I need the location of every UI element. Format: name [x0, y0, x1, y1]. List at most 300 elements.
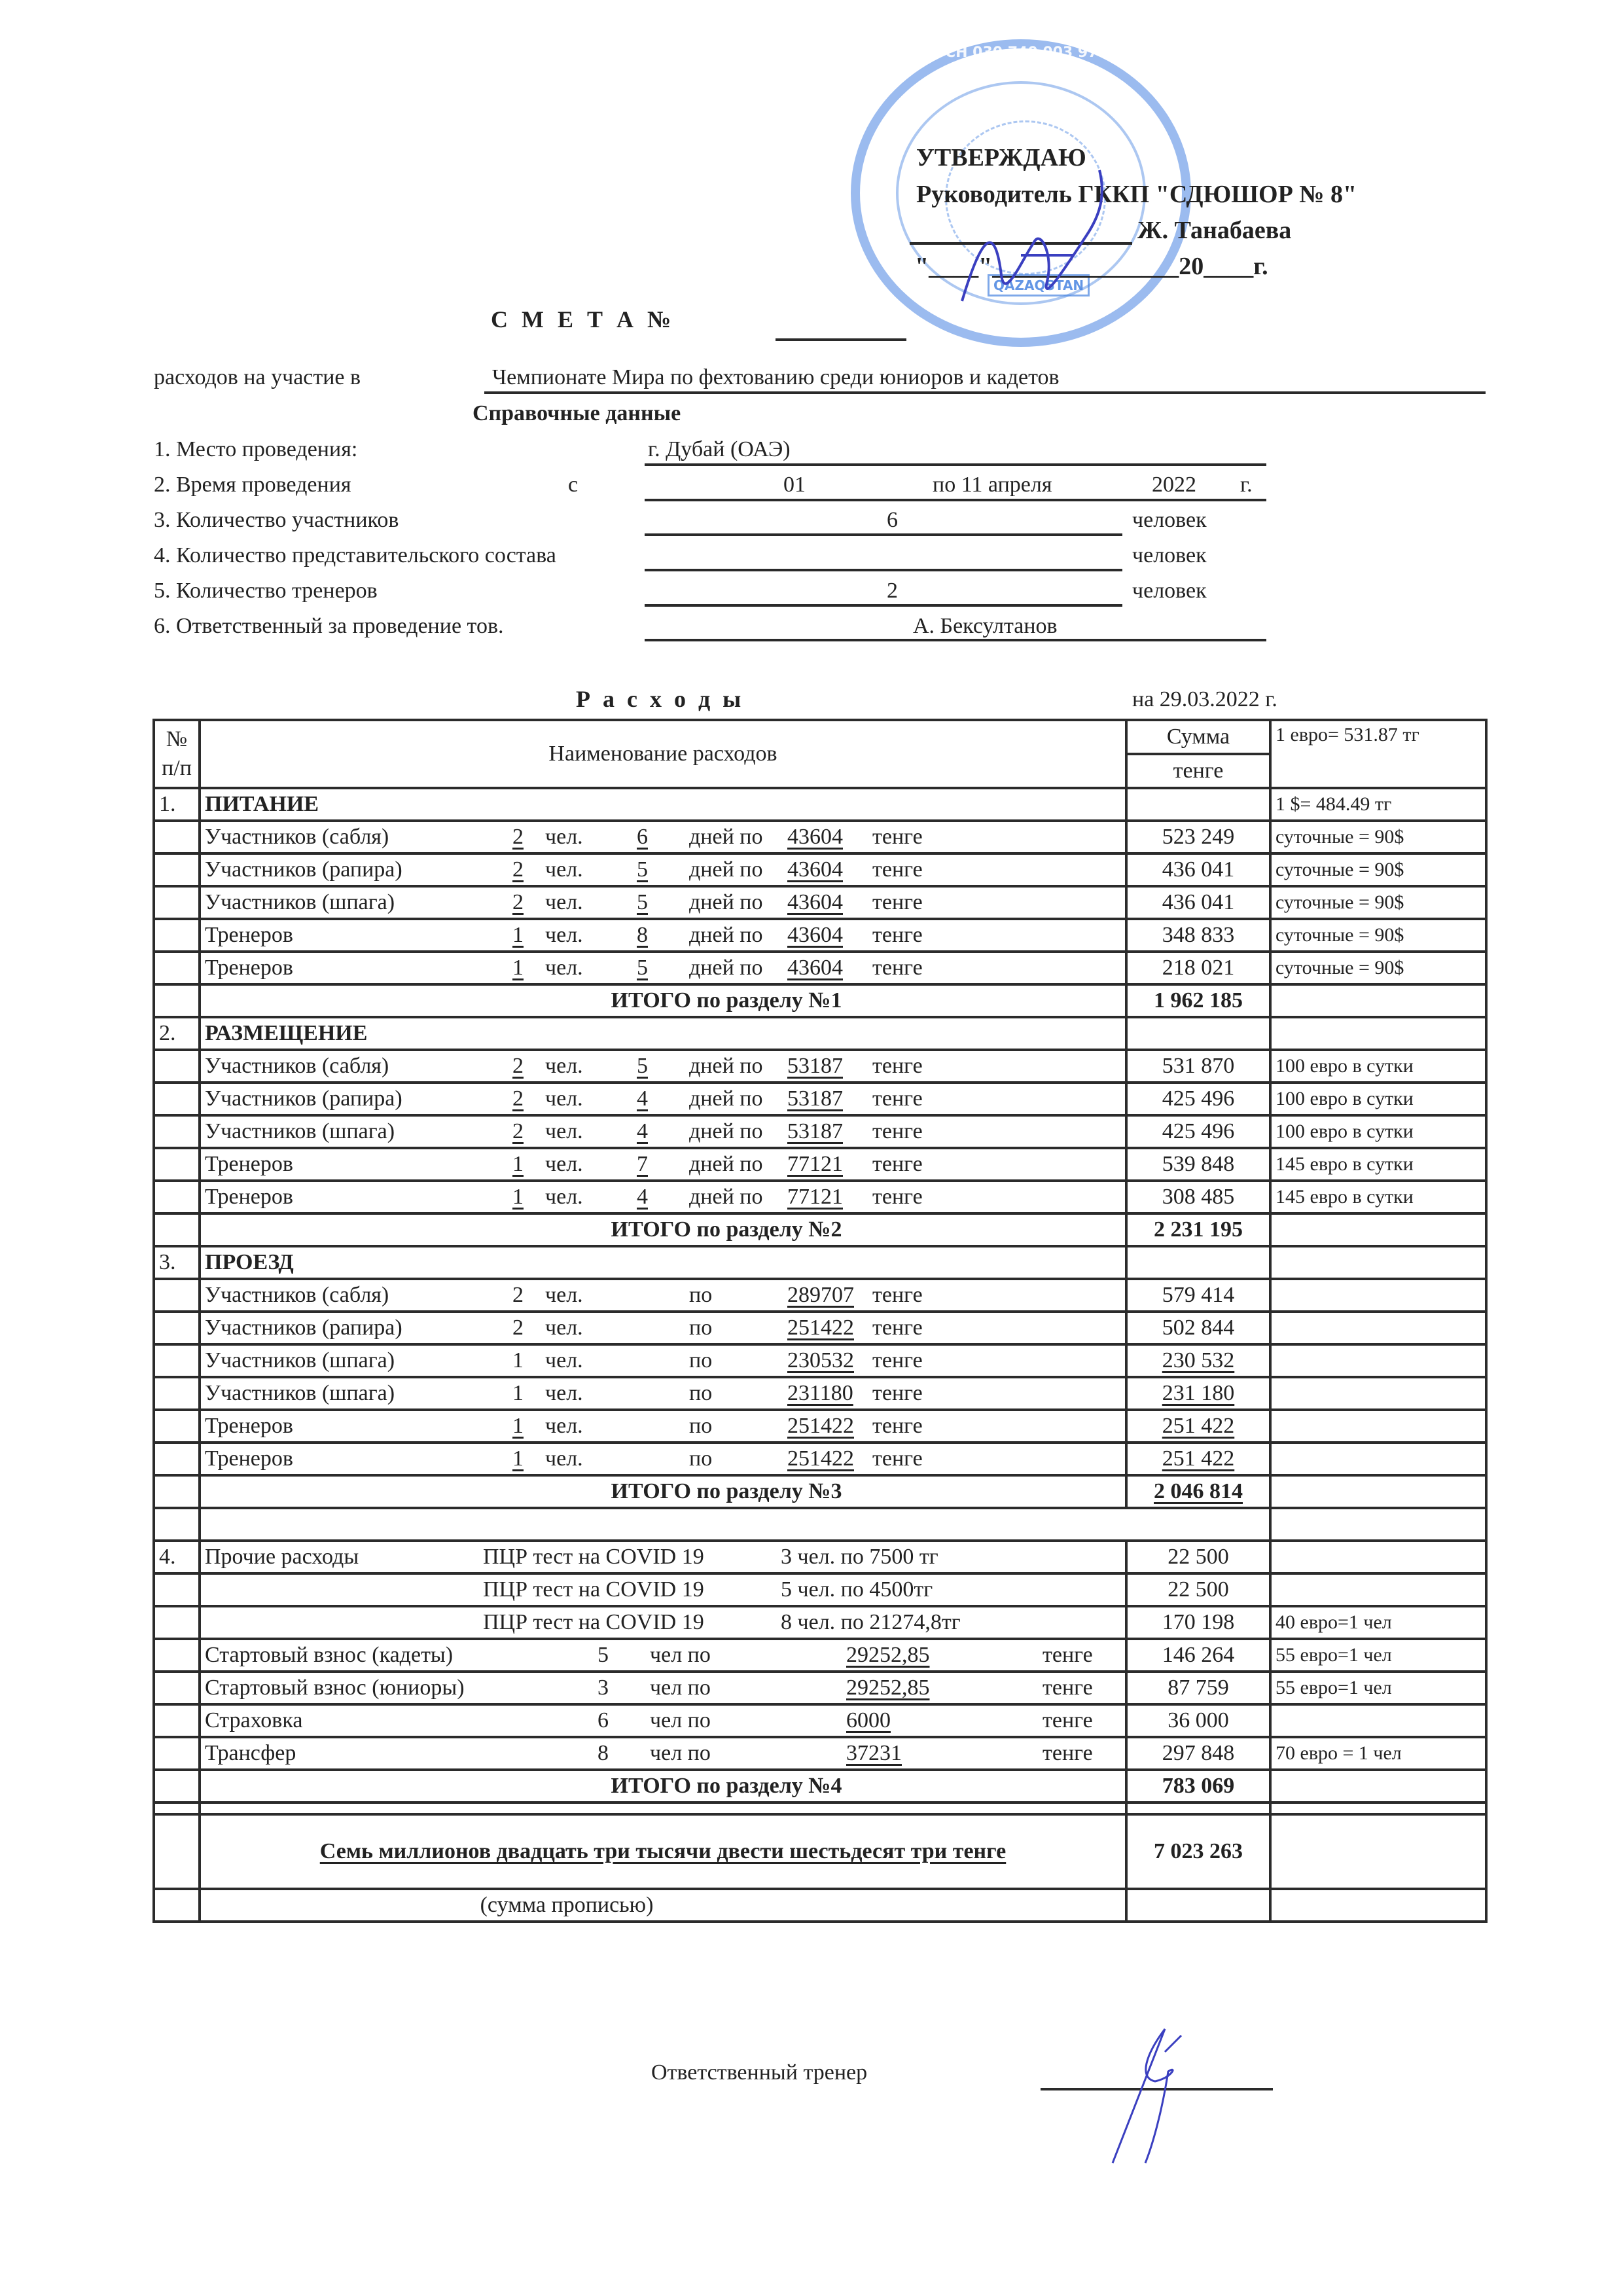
currency: тенге — [872, 1185, 923, 1209]
expense-name-cell — [200, 1541, 1126, 1573]
table-row — [154, 1181, 1486, 1213]
expense-name-cell — [200, 1606, 1126, 1639]
expense-name-cell — [200, 821, 1126, 853]
expense-name: Участников (шпага) — [205, 890, 395, 914]
table-row — [154, 1541, 1486, 1573]
empty-cell — [154, 1083, 200, 1115]
empty-cell — [154, 1672, 200, 1704]
days-label: дней по — [689, 1152, 763, 1176]
quantity: 2 — [512, 1086, 524, 1111]
currency: тенге — [872, 1348, 923, 1372]
expense-sum: 531 870 — [1162, 1054, 1235, 1078]
expense-line — [205, 890, 1121, 915]
unit-label: чел. — [545, 1316, 583, 1340]
rate: 37231 — [846, 1741, 902, 1765]
days-label: по — [689, 1316, 713, 1340]
empty-cell — [1270, 1475, 1486, 1508]
unit-label: чел. — [545, 1119, 583, 1143]
days-label: дней по — [689, 1185, 763, 1209]
rate: 251422 — [787, 1316, 854, 1340]
time-year: 2022 — [1152, 473, 1196, 497]
quantity: 1 — [512, 1185, 524, 1209]
delegation-underline — [645, 569, 1122, 571]
empty-cell — [1270, 1213, 1486, 1246]
expense-note — [1270, 1377, 1486, 1410]
unit-label: чел. — [545, 857, 583, 882]
days-label: дней по — [689, 890, 763, 914]
days-label: дней по — [689, 1119, 763, 1143]
coaches-label: 5. Количество тренеров — [154, 579, 378, 603]
stamp-country-label: QAZAQSTAN — [988, 274, 1090, 296]
expense-note: 145 евро в сутки — [1270, 1148, 1486, 1181]
empty-cell — [154, 1181, 200, 1213]
stamp-ring-text: БСН 030 740 003 976 — [934, 45, 1108, 61]
expense-note: 40 евро=1 чел — [1270, 1606, 1486, 1639]
empty-cell — [154, 1508, 200, 1541]
rate: 53187 — [787, 1119, 843, 1143]
expense-note: 145 евро в сутки — [1270, 1181, 1486, 1213]
expense-name: Стартовый взнос (кадеты) — [205, 1643, 454, 1667]
table-row — [154, 1639, 1486, 1672]
expense-line — [205, 1414, 1121, 1439]
expense-line — [205, 1054, 1121, 1079]
currency: тенге — [1043, 1741, 1093, 1765]
expense-sum: 539 848 — [1162, 1152, 1235, 1176]
empty-cell — [154, 1344, 200, 1377]
expense-name: Тренеров — [205, 1185, 293, 1209]
currency: тенге — [872, 857, 923, 882]
days-label: дней по — [689, 923, 763, 947]
expense-name-cell — [200, 1377, 1126, 1410]
unit-label: чел. — [545, 923, 583, 947]
section-num: 4. — [154, 1541, 200, 1573]
section-total-label: ИТОГО по разделу №3 — [200, 1475, 1126, 1508]
table-row — [154, 1672, 1486, 1704]
days-label: дней по — [689, 1086, 763, 1111]
approval-position: Руководитель ГККП "СДЮШОР № 8" — [916, 181, 1357, 208]
expense-line — [205, 1185, 1121, 1210]
rate: 77121 — [787, 1185, 843, 1209]
days-label: по — [689, 1381, 713, 1405]
table-row — [154, 1410, 1486, 1443]
rate: 230532 — [787, 1348, 854, 1372]
rate: 77121 — [787, 1152, 843, 1176]
rate: 231180 — [787, 1381, 853, 1405]
section-total-value: 2 046 814 — [1154, 1479, 1243, 1503]
days: 5 — [637, 890, 648, 914]
empty-cell — [154, 1770, 200, 1803]
expense-line — [205, 1086, 1121, 1111]
expense-name-cell — [200, 853, 1126, 886]
expense-name: Тренеров — [205, 1152, 293, 1176]
section-total-row — [154, 1475, 1486, 1508]
expense-note: 100 евро в сутки — [1270, 1083, 1486, 1115]
expense-detail: 8 чел. по 21274,8тг — [781, 1610, 961, 1634]
section-num: 3. — [154, 1246, 200, 1279]
expense-sum-cell — [1126, 1181, 1270, 1213]
expense-sum: 297 848 — [1126, 1737, 1270, 1770]
rate: 43604 — [787, 890, 843, 914]
section-row — [154, 788, 1486, 821]
section-num — [154, 1606, 200, 1639]
expense-sum: 230 532 — [1162, 1348, 1235, 1372]
empty-cell — [1270, 1017, 1486, 1050]
section-title: ПРОЕЗД — [200, 1246, 1126, 1279]
empty-cell — [154, 1312, 200, 1344]
reference-title: Справочные данные — [473, 401, 681, 425]
expense-name: ПЦР тест на COVID 19 — [483, 1577, 704, 1602]
estimate-title: С М Е Т А № — [491, 306, 675, 332]
expense-sum: 231 180 — [1162, 1381, 1235, 1405]
section-total-value: 1 962 185 — [1126, 984, 1270, 1017]
empty-cell — [154, 952, 200, 984]
responsible-underline — [645, 639, 1266, 641]
time-underline — [645, 499, 1266, 501]
unit-label: чел. — [545, 1348, 583, 1372]
section-total-row — [154, 1770, 1486, 1803]
expense-note — [1270, 1573, 1486, 1606]
days-label: дней по — [689, 825, 763, 849]
currency: тенге — [872, 1086, 923, 1111]
expense-sum-cell — [1126, 952, 1270, 984]
expense-sum-cell — [1126, 821, 1270, 853]
expense-detail: 5 чел. по 4500тг — [781, 1577, 933, 1602]
table-row — [154, 1443, 1486, 1475]
expense-sum-cell — [1126, 1312, 1270, 1344]
section-total-label: ИТОГО по разделу №1 — [200, 984, 1126, 1017]
days: 4 — [637, 1185, 648, 1209]
expense-sum-cell — [1126, 1050, 1270, 1083]
rate: 251422 — [787, 1414, 854, 1438]
expense-line — [205, 923, 1121, 948]
empty-cell — [1270, 1770, 1486, 1803]
expense-line — [205, 1119, 1121, 1144]
expense-sum: 22 500 — [1126, 1541, 1270, 1573]
empty-cell — [1270, 1803, 1486, 1814]
expense-name: Страховка — [205, 1708, 303, 1732]
expense-name: Участников (рапира) — [205, 1316, 402, 1340]
expense-line — [205, 1610, 1121, 1635]
days-label: по — [689, 1283, 713, 1307]
expense-note: 55 евро=1 чел — [1270, 1672, 1486, 1704]
expense-name-cell — [200, 1050, 1126, 1083]
empty-cell — [154, 1279, 200, 1312]
expense-note: суточные = 90$ — [1270, 821, 1486, 853]
grand-total-words: Семь миллионов двадцать три тысячи двести шестьдесят три тенге — [319, 1839, 1007, 1863]
empty-cell — [154, 1115, 200, 1148]
expenses-table — [152, 719, 1488, 1923]
rate: 29252,85 — [846, 1643, 930, 1667]
col-num-sublabel: п/п — [162, 756, 192, 780]
expense-sum-cell — [1126, 919, 1270, 952]
section-title: РАЗМЕЩЕНИЕ — [200, 1017, 1126, 1050]
empty-cell — [154, 1889, 200, 1922]
expenses-title: Р а с х о д ы — [576, 686, 745, 712]
approval-title: УТВЕРЖДАЮ — [916, 144, 1086, 171]
expense-note: 55 евро=1 чел — [1270, 1639, 1486, 1672]
expense-sum-cell — [1126, 1115, 1270, 1148]
days: 4 — [637, 1086, 648, 1111]
delegation-label: 4. Количество представительского состава — [154, 543, 556, 567]
quantity: 2 — [512, 857, 524, 882]
expense-sum: 425 496 — [1162, 1086, 1235, 1111]
expense-name-cell — [200, 1148, 1126, 1181]
expense-line — [205, 1741, 1121, 1766]
expense-line — [205, 1152, 1121, 1177]
table-row — [154, 1050, 1486, 1083]
expense-name-cell — [200, 1181, 1126, 1213]
delegation-unit: человек — [1132, 543, 1207, 567]
empty-cell — [200, 1508, 1270, 1541]
empty-cell — [154, 1814, 200, 1889]
table-row — [154, 919, 1486, 952]
responsible-value: А. Бексултанов — [913, 614, 1058, 638]
expense-sum-cell — [1126, 886, 1270, 919]
section-4-rows — [154, 1639, 1486, 1770]
expense-line — [205, 1676, 1121, 1700]
currency: тенге — [872, 923, 923, 947]
rate: 29252,85 — [846, 1676, 930, 1700]
quantity: 1 — [512, 1381, 524, 1405]
days-label: по — [689, 1348, 713, 1372]
expense-name: ПЦР тест на COVID 19 — [483, 1610, 704, 1634]
expense-detail: 3 чел. по 7500 тг — [781, 1545, 938, 1569]
words-caption-row — [154, 1889, 1486, 1922]
col-sum-subheader: тенге — [1126, 754, 1270, 788]
expense-sum: 251 422 — [1162, 1414, 1235, 1438]
coaches-value: 2 — [887, 579, 898, 603]
table-row — [154, 1573, 1486, 1606]
expense-name-cell — [200, 886, 1126, 919]
expense-sum: 170 198 — [1126, 1606, 1270, 1639]
time-to: по 11 апреля — [933, 473, 1052, 497]
expense-name-cell — [200, 1573, 1126, 1606]
expense-note — [1270, 1279, 1486, 1312]
expense-sum: 36 000 — [1126, 1704, 1270, 1737]
expense-line — [205, 1381, 1121, 1406]
time-from: 01 — [783, 473, 806, 497]
time-year-suffix: г. — [1240, 473, 1253, 497]
expenses-as-of-date: на 29.03.2022 г. — [1132, 687, 1277, 711]
unit-label: чел. — [545, 1185, 583, 1209]
empty-cell — [1270, 1508, 1486, 1541]
unit-label: чел. — [545, 825, 583, 849]
expense-name: Участников (рапира) — [205, 1086, 402, 1111]
expense-line — [205, 956, 1121, 980]
euro-rate: 1 евро= 531.87 тг — [1270, 720, 1486, 788]
expense-name: Участников (сабля) — [205, 1283, 389, 1307]
section-4-pcr-rows — [154, 1541, 1486, 1639]
expense-sum: 502 844 — [1162, 1316, 1235, 1340]
section-total-row — [154, 984, 1486, 1017]
days-label: дней по — [689, 857, 763, 882]
purpose-label: расходов на участие в — [154, 365, 361, 389]
rate: 43604 — [787, 857, 843, 882]
expense-line — [205, 857, 1121, 882]
expense-sum-cell — [1126, 1279, 1270, 1312]
grand-total-value: 7 023 263 — [1126, 1814, 1270, 1889]
expense-name: Участников (рапира) — [205, 857, 402, 882]
empty-cell — [154, 1410, 200, 1443]
currency: тенге — [872, 1054, 923, 1078]
section-row — [154, 1246, 1486, 1279]
currency: тенге — [872, 1316, 923, 1340]
currency: тенге — [872, 1446, 923, 1471]
expense-name: Тренеров — [205, 1446, 293, 1471]
table-row — [154, 952, 1486, 984]
expense-line — [205, 1316, 1121, 1340]
expense-name: Участников (сабля) — [205, 1054, 389, 1078]
participants-underline — [645, 533, 1122, 536]
quantity: 1 — [512, 1152, 524, 1176]
expense-note — [1270, 1410, 1486, 1443]
table-row — [154, 1737, 1486, 1770]
empty-cell — [1126, 1803, 1270, 1814]
expense-name: Участников (шпага) — [205, 1119, 395, 1143]
quantity: 1 — [512, 923, 524, 947]
empty-cell — [154, 821, 200, 853]
participants-value: 6 — [887, 508, 898, 532]
table-row — [154, 853, 1486, 886]
quantity: 2 — [512, 1316, 524, 1340]
expense-name: Тренеров — [205, 923, 293, 947]
empty-cell — [154, 1737, 200, 1770]
expense-name: Трансфер — [205, 1741, 296, 1765]
expense-sum-cell — [1126, 1410, 1270, 1443]
expense-line — [205, 1283, 1121, 1308]
unit-label: чел. — [545, 1152, 583, 1176]
expense-name-cell — [200, 1115, 1126, 1148]
quantity: 1 — [512, 1446, 524, 1471]
currency: тенге — [872, 825, 923, 849]
expense-note — [1270, 1344, 1486, 1377]
expense-note — [1270, 1704, 1486, 1737]
expense-name-cell — [200, 1279, 1126, 1312]
expense-sum-cell — [1126, 1443, 1270, 1475]
section-num — [154, 1573, 200, 1606]
table-row — [154, 1279, 1486, 1312]
section-2-rows — [154, 1050, 1486, 1213]
expense-sum: 579 414 — [1162, 1283, 1235, 1307]
table-row — [154, 1148, 1486, 1181]
expense-sum-cell — [1126, 1377, 1270, 1410]
time-label: 2. Время проведения — [154, 473, 351, 497]
section-title: ПИТАНИЕ — [200, 788, 1126, 821]
empty-cell — [154, 1443, 200, 1475]
empty-cell — [1126, 1017, 1270, 1050]
expense-sum-cell — [1126, 1148, 1270, 1181]
table-row — [154, 1606, 1486, 1639]
coaches-unit: человек — [1132, 579, 1207, 603]
section-3-rows — [154, 1279, 1486, 1475]
unit-label: чел по — [650, 1741, 711, 1765]
expense-note: суточные = 90$ — [1270, 886, 1486, 919]
expense-name-cell — [200, 1443, 1126, 1475]
section-sum — [1126, 788, 1270, 821]
empty-cell — [154, 1213, 200, 1246]
currency: тенге — [872, 1381, 923, 1405]
time-from-prefix: с — [568, 473, 579, 497]
expense-line — [205, 1545, 1121, 1570]
rate: 6000 — [846, 1708, 891, 1732]
empty-cell — [200, 1803, 1126, 1814]
rate: 53187 — [787, 1054, 843, 1078]
section-num: 1. — [154, 788, 200, 821]
purpose-value: Чемпионате Мира по фехтованию среди юниоров и кадетов — [492, 365, 1060, 389]
expense-sum: 436 041 — [1162, 890, 1235, 914]
unit-label: чел. — [545, 890, 583, 914]
responsible-coach-label: Ответственный тренер — [651, 2060, 868, 2085]
expense-note: суточные = 90$ — [1270, 952, 1486, 984]
quantity: 2 — [512, 890, 524, 914]
quantity: 1 — [512, 956, 524, 980]
quantity: 2 — [512, 1119, 524, 1143]
section-total-label: ИТОГО по разделу №4 — [200, 1770, 1126, 1803]
expense-line — [205, 1348, 1121, 1373]
empty-cell — [154, 1377, 200, 1410]
expense-name-cell — [200, 1312, 1126, 1344]
spacer-row — [154, 1803, 1486, 1814]
days-label: по — [689, 1446, 713, 1471]
rate: 251422 — [787, 1446, 854, 1471]
empty-cell — [1270, 1246, 1486, 1279]
expense-name-cell — [200, 1344, 1126, 1377]
place-underline — [645, 463, 1266, 466]
place-value: г. Дубай (ОАЭ) — [648, 437, 791, 461]
days: 5 — [637, 956, 648, 980]
responsible-label: 6. Ответственный за проведение тов. — [154, 614, 504, 638]
table-row — [154, 1115, 1486, 1148]
expense-sum-cell — [1126, 853, 1270, 886]
unit-label: чел. — [545, 1414, 583, 1438]
table-row — [154, 886, 1486, 919]
expense-note — [1270, 1312, 1486, 1344]
currency: тенге — [872, 956, 923, 980]
expense-name: Участников (шпага) — [205, 1381, 395, 1405]
usd-rate: 1 $= 484.49 тг — [1270, 788, 1486, 821]
unit-label: чел. — [545, 1054, 583, 1078]
expense-name-cell — [200, 1639, 1126, 1672]
expense-name: Стартовый взнос (юниоры) — [205, 1676, 465, 1700]
days-label: дней по — [689, 956, 763, 980]
table-row — [154, 1312, 1486, 1344]
spacer-row — [154, 1508, 1486, 1541]
expense-sum: 348 833 — [1162, 923, 1235, 947]
empty-cell — [1270, 1814, 1486, 1889]
days-label: по — [689, 1414, 713, 1438]
expense-note: 100 евро в сутки — [1270, 1115, 1486, 1148]
expense-sum: 218 021 — [1162, 956, 1235, 980]
participants-unit: человек — [1132, 508, 1207, 532]
rate: 43604 — [787, 923, 843, 947]
unit-label: чел по — [650, 1643, 711, 1667]
expense-line — [205, 1577, 1121, 1602]
expense-line — [205, 1643, 1121, 1668]
quantity: 3 — [597, 1676, 609, 1700]
expense-line — [205, 1708, 1121, 1733]
unit-label: чел. — [545, 956, 583, 980]
expense-note: 70 евро = 1 чел — [1270, 1737, 1486, 1770]
days-label: дней по — [689, 1054, 763, 1078]
expense-sum-cell — [1126, 1344, 1270, 1377]
expense-name: ПЦР тест на COVID 19 — [483, 1545, 704, 1569]
empty-cell — [154, 1148, 200, 1181]
expense-name: Тренеров — [205, 956, 293, 980]
expense-name: Участников (сабля) — [205, 825, 389, 849]
approval-date-line: "____"_______________20____г. — [915, 253, 1268, 280]
currency: тенге — [872, 1283, 923, 1307]
expense-sum: 436 041 — [1162, 857, 1235, 882]
